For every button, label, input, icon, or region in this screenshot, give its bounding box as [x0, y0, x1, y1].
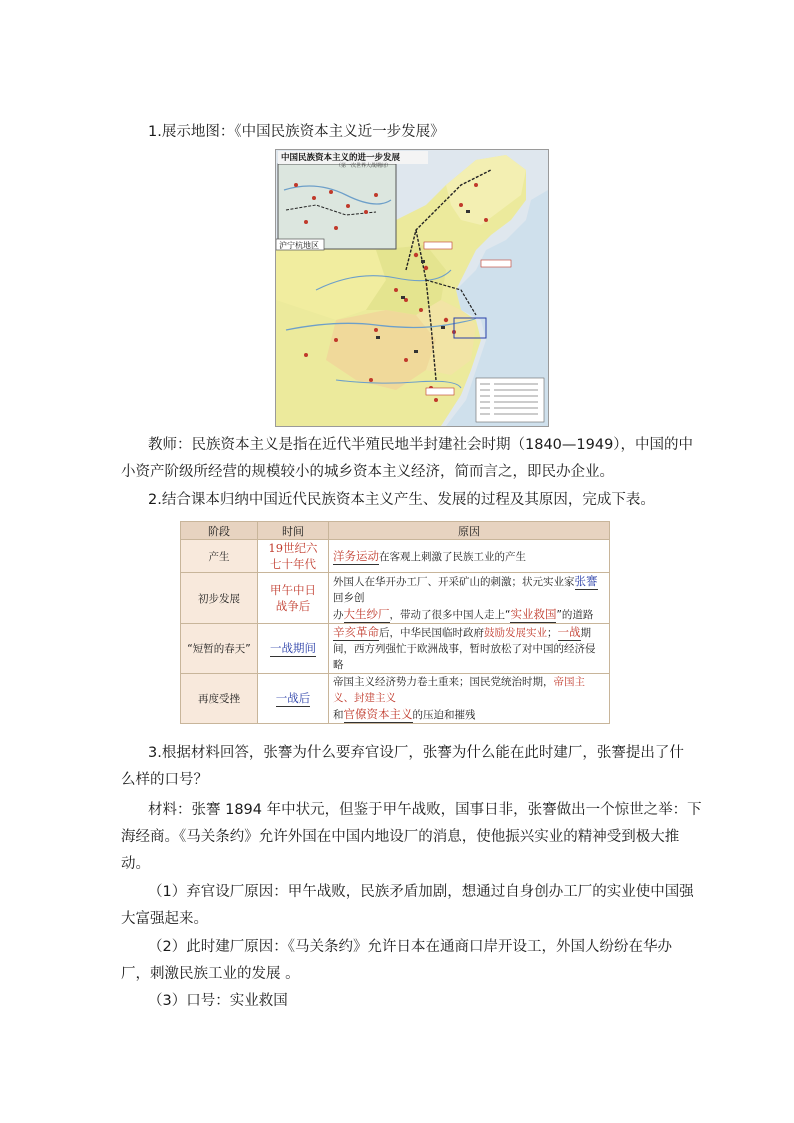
reason-text: 的压迫和摧残	[412, 709, 476, 721]
map-title: 中国民族资本主义的进一步发展	[281, 153, 401, 163]
highlight-text: 鼓励发展实业	[484, 627, 547, 639]
time-cell	[258, 573, 329, 624]
reason-text: ；	[547, 627, 558, 639]
reason-cell	[329, 540, 610, 573]
stage-cell: 初步发展	[181, 573, 258, 624]
map-image	[275, 149, 549, 427]
highlight-text: 帝国主义、封建主义	[333, 676, 585, 704]
reason-text: 办	[333, 609, 344, 621]
reason-cell	[329, 624, 610, 674]
reason-cell	[329, 674, 610, 724]
question-3-line-2: 么样的口号？	[121, 772, 208, 788]
reason-text: 在客观上刺激了民族工业的产生	[379, 550, 526, 563]
time-answer: 甲午中日	[270, 583, 316, 597]
header-reason: 原因	[329, 522, 610, 540]
reason-text: 回乡创	[333, 592, 365, 604]
material-line-3: 动。	[121, 856, 150, 872]
question-3-line-1: 3.根据材料回答，张謇为什么要弃官设厂，张謇为什么能在此时建厂，张謇提出了什	[148, 745, 684, 761]
reason-text: 外国人在华开办工厂、开采矿山的刺激；状元实业家	[333, 576, 575, 588]
time-answer: 战争后	[275, 599, 311, 613]
reason-text: 间，西方列强忙于欧洲战事，暂时放松了对中国的经济侵略	[333, 643, 596, 671]
filled-answer: 张謇	[574, 574, 598, 588]
map-subtitle: （第一次世界大战期间）	[336, 163, 392, 169]
filled-answer: 官僚资本主义	[343, 707, 413, 721]
question-1-title: 1.展示地图：《中国民族资本主义近一步发展》	[148, 124, 445, 140]
material-line-2: 海经商。《马关条约》允许外国在中国内地设厂的消息，使他振兴实业的精神受到极大推	[121, 829, 680, 845]
time-answer: 七十年代	[270, 557, 316, 571]
teacher-line-2: 小资产阶级所经营的规模较小的城乡资本主义经济，简而言之，即民办企业。	[121, 464, 614, 480]
reason-text: 帝国主义经济势力卷土重来；国民党统治时期，	[333, 676, 554, 688]
reason-text: ，带动了很多中国人走上“	[389, 609, 511, 621]
map-inset-label: 沪宁杭地区	[279, 241, 319, 250]
material-line-1: 材料：张謇 1894 年中状元，但鉴于甲午战败，国事日非，张謇做出一个惊世之举：下	[148, 802, 702, 818]
time-cell	[258, 674, 329, 724]
table-row	[181, 674, 610, 724]
table-row	[181, 624, 610, 674]
filled-answer: 大生纱厂	[343, 607, 390, 621]
time-answer: 19世纪六	[268, 541, 318, 555]
answer-3: （3）口号：实业救国	[148, 993, 288, 1009]
reason-cell	[329, 573, 610, 624]
filled-answer: 洋务运动	[333, 548, 379, 563]
reason-text: 后，中华民国临时政府	[379, 627, 484, 639]
teacher-line-1: 教师：民族资本主义是指在近代半殖民地半封建社会时期（1840—1949），中国的中	[148, 437, 694, 453]
answer-1-line-2: 大富强起来。	[121, 911, 208, 927]
header-time: 时间	[258, 522, 329, 540]
stage-cell: 产生	[181, 540, 258, 573]
table-row	[181, 540, 610, 573]
filled-answer: 辛亥革命	[333, 625, 379, 639]
reason-text: 和	[333, 709, 344, 721]
filled-answer: 实业救国	[510, 607, 557, 621]
reason-text: ”的道路	[556, 609, 594, 621]
answer-1-line-1: （1）弃官设厂原因：甲午战败，民族矛盾加剧，想通过自身创办工厂的实业使中国强	[148, 884, 694, 900]
time-cell	[258, 540, 329, 573]
table-row	[181, 573, 610, 624]
stage-cell: “短暂的春天”	[181, 624, 258, 674]
stage-cell: 再度受挫	[181, 674, 258, 724]
development-table	[180, 521, 610, 724]
time-answer: 一战后	[275, 691, 311, 705]
question-2-title: 2.结合课本归纳中国近代民族资本主义产生、发展的过程及其原因，完成下表。	[148, 492, 655, 508]
time-cell	[258, 624, 329, 674]
reason-text: 期	[580, 627, 591, 639]
time-answer: 一战期间	[270, 641, 316, 655]
filled-answer: 一战	[557, 625, 581, 639]
map-graphic	[276, 150, 548, 426]
answer-2-line-1: （2）此时建厂原因：《马关条约》允许日本在通商口岸开设工，外国人纷纷在华办	[148, 939, 672, 955]
table-header-row	[181, 522, 610, 540]
header-stage: 阶段	[181, 522, 258, 540]
answer-2-line-2: 厂，刺激民族工业的发展 。	[121, 966, 300, 982]
